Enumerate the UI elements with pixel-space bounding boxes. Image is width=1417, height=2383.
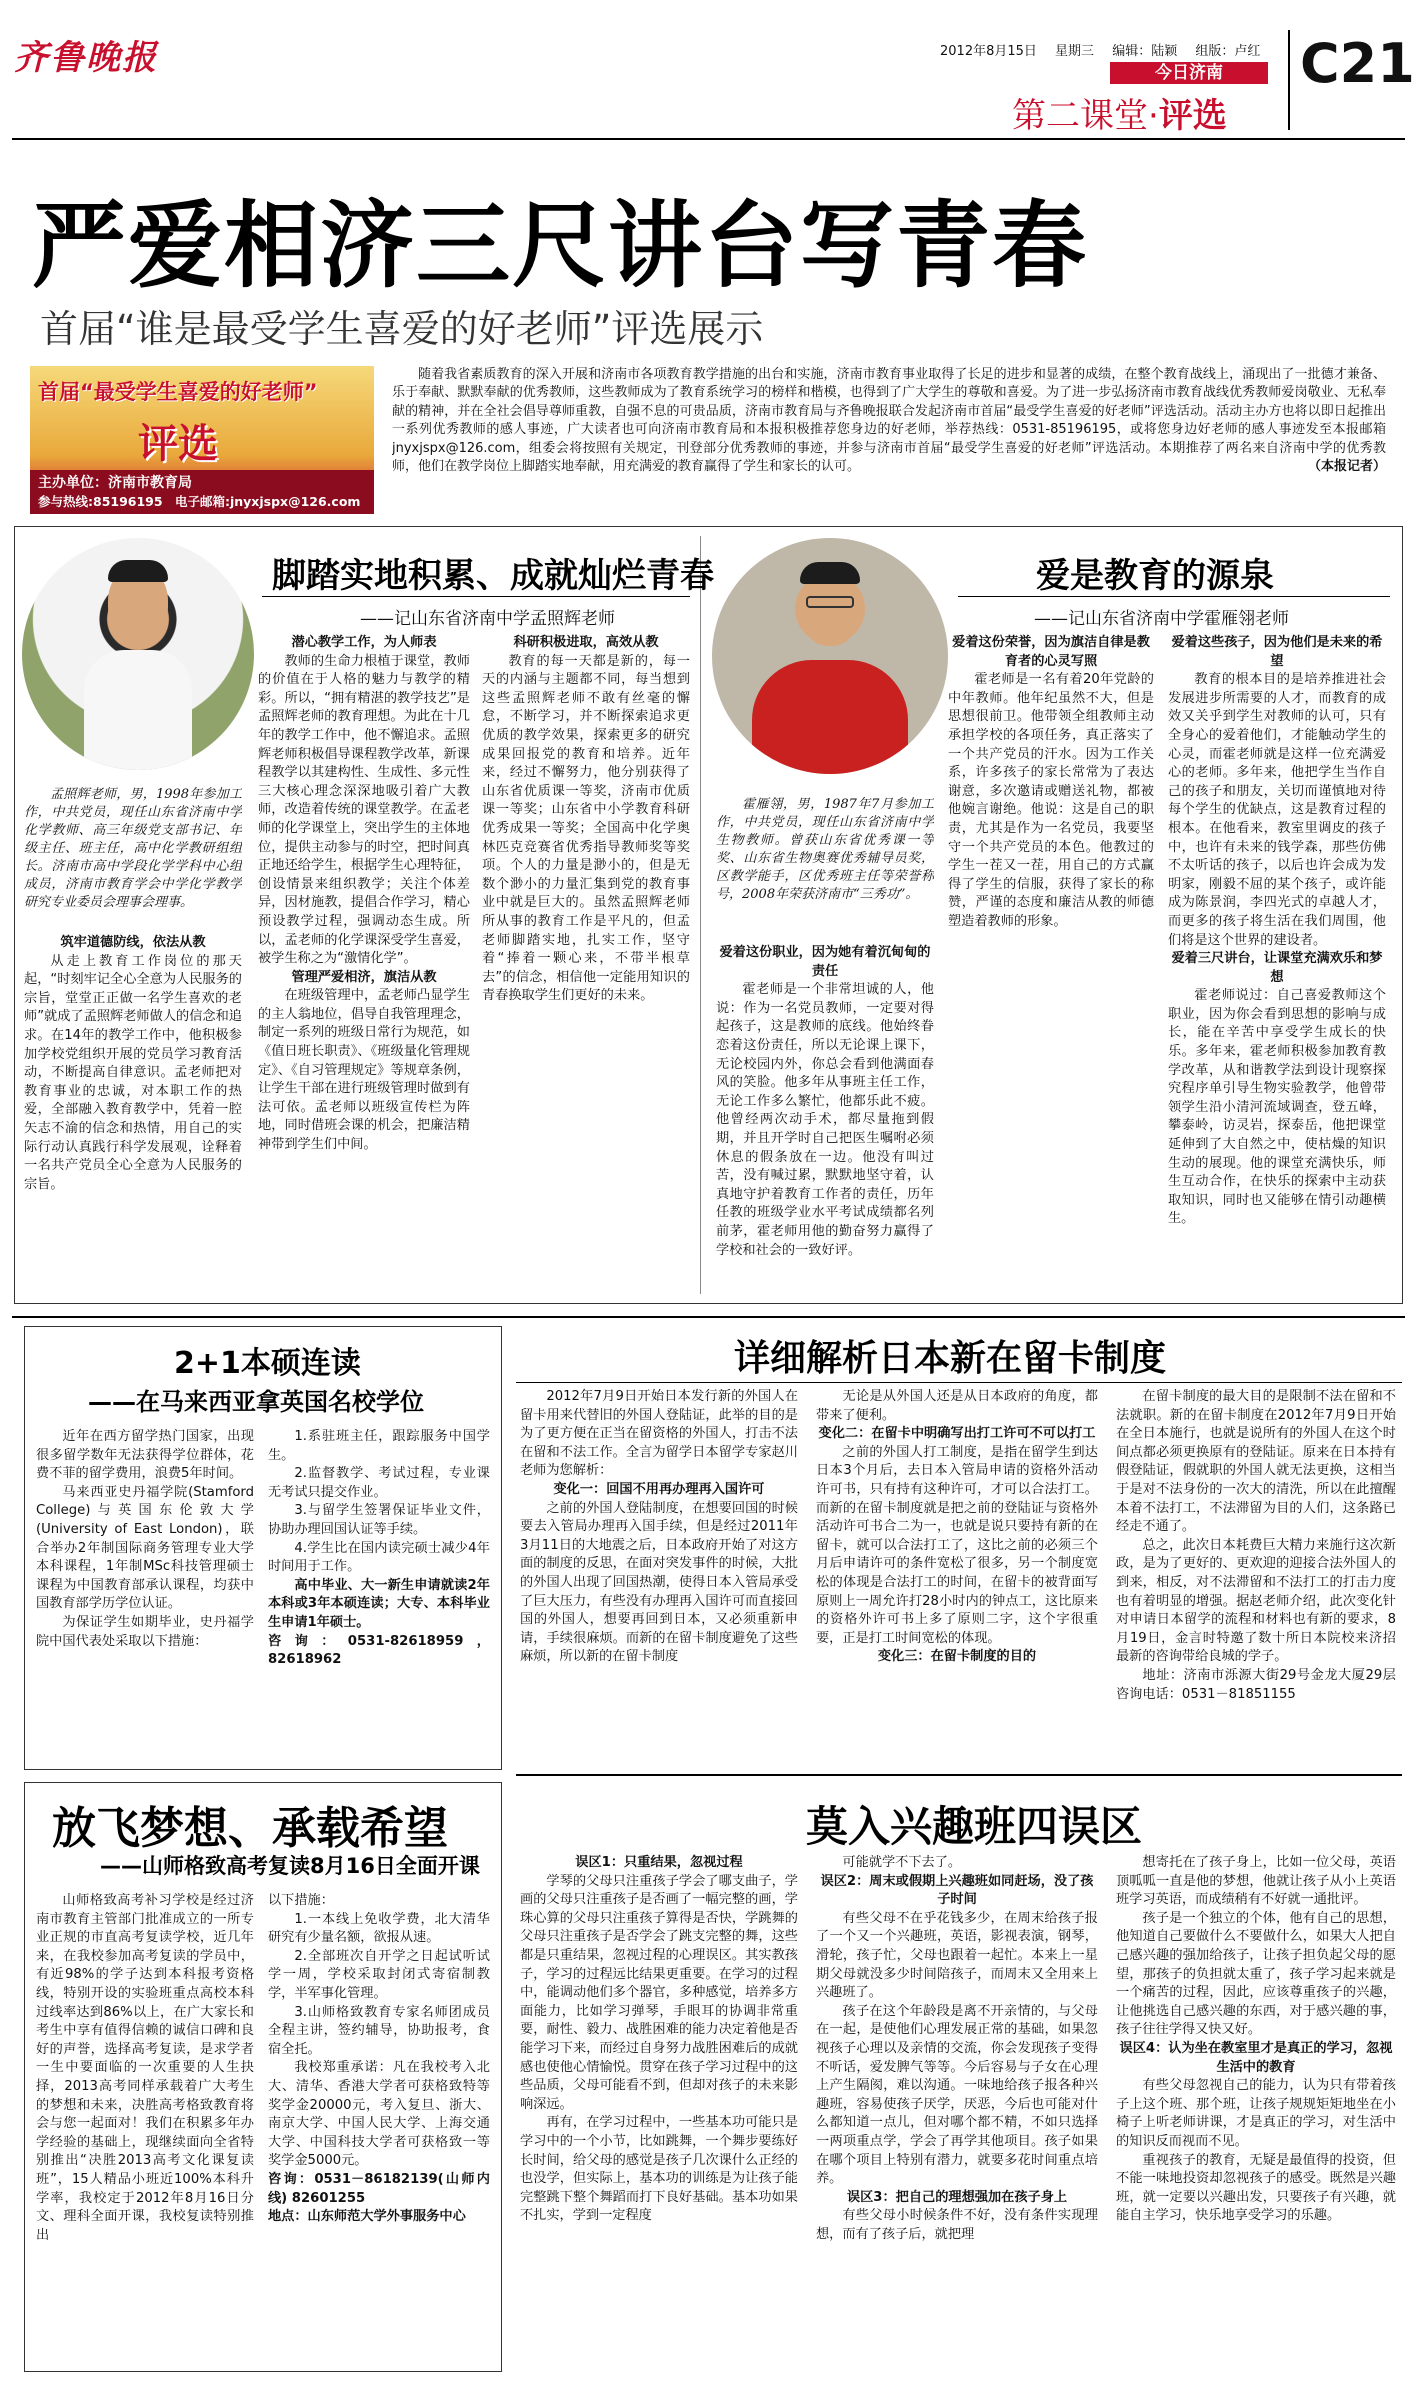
paragraph: 无论是从外国人还是从日本政府的角度，都带来了便利。 xyxy=(816,1389,1098,1423)
teacher2-headline: 爱是教育的源泉 xyxy=(1036,556,1274,596)
teacher2-headline-rule xyxy=(958,596,1390,597)
article2-col2 xyxy=(816,1854,1098,2374)
subheading: 变化三：在留卡制度的目的 xyxy=(877,1649,1037,1665)
paragraph: 教育的根本目的是培养推进社会发展进步所需要的人才，而教育的成效又关乎到学生对教师的认可，只有全身心的爱着他们，才能触动学生的心灵，而霍老师就是这样一位充满爱心的老师。多年来，他把学生当作自己的孩子和朋友，关切而谨慎地对待每个学生的优缺点，这是教育过程的根本。在他看来，教室里调皮的孩子中，也许有未来的钱学森，那些仿佛不太听话的孩子，以后也许会成为发明家，刚毅不屈的某个孩子，或许能成为陈景润，李四光式的卓越人才，而更多的孩子将生活在我们周围，他们将是这个世界的建设者。 xyxy=(1168,672,1386,948)
article2-col3 xyxy=(1116,1854,1396,2374)
ad1-subtitle: ——在马来西亚拿英国名校学位 xyxy=(88,1388,424,1416)
subheading: 误区4：认为坐在教室里才是真正的学习，忽视生活中的教育 xyxy=(1119,2040,1393,2075)
editor-credit: 编辑：陆颖 xyxy=(1112,44,1178,59)
article1-col2 xyxy=(816,1388,1098,1748)
section-badge: 今日济南 xyxy=(1110,62,1268,84)
teacher2-byline: ——记山东省济南中学霍雁翎老师 xyxy=(1034,609,1289,629)
teachers-divider xyxy=(700,536,701,1294)
ad2-title: 放飞梦想、承载希望 xyxy=(52,1803,448,1854)
paragraph: 从走上教育工作岗位的那天起，“时刻牢记全心全意为人民服务的宗旨，堂堂正正做一名学生喜欢的老师”就成了孟照辉老师做人的信念和追求。在14年的教学工作中，他积极参加学校党组织开展的党员学习教育活动，不断提高自律意识。孟老师把对教育事业的忠诚，对本职工作的热爱，全部融入教育教学中，凭着一腔矢志不渝的信念和热情，用自己的实际行动认真践行科学发展观，诠释着一名共产党员全心全意为人民服务的宗旨。 xyxy=(24,953,242,1192)
article1-title: 详细解析日本新在留卡制度 xyxy=(734,1338,1167,1379)
paragraph: 再有，在学习过程中，一些基本功可能只是学习中的一个小节，比如跳舞，一个舞步要练好长时间，给父母的感觉是孩子几次课什么正经的也没学，但实际上，基本功的训练是为让孩子能完整跳下整个舞蹈而打下良好基础。基本功如果不扎实，学到一定程度 xyxy=(520,2115,798,2224)
ad2-right-p3: 2.全部班次自开学之日起试听试学一周，学校采取封闭式寄宿制教学，半军事化管理。 xyxy=(268,1948,490,2001)
issue-date: 2012年8月15日 xyxy=(940,44,1037,59)
subheading: 爱着三尺讲台，让课堂充满欢乐和梦想 xyxy=(1171,951,1383,985)
teacher2-col1b xyxy=(948,634,1154,1294)
teacher1-photo xyxy=(22,538,254,770)
paragraph: 之前的外国人打工制度，是指在留学生到达日本3个月后，去日本入管局申请的资格外活动许可书，只有持有这种许可，才可以合法打工。而新的在留卡制度就是把之前的登陆证与资格外活动许可书合二为一，也就是说只要持有新的在留卡，就可以合法打工了，这比之前的必须三个月后申请许可的条件宽松了很多，另一个制度宽松的体现是合法打工的时间，在留卡的被背面写原则上一周允许打28小时内的钟点工，这比原来的资格外许可书上多了原则二字，这个字很重要，正是打工时间宽松的体现。 xyxy=(816,1444,1098,1646)
ad1-right-p1: 1.系驻班主任，跟踪服务中国学生。 xyxy=(268,1429,490,1463)
banner-email: 电子邮箱:jnyxjspx@126.com xyxy=(174,494,361,509)
subheading: 误区3：把自己的理想强加在孩子身上 xyxy=(846,2189,1068,2205)
paragraph: 学琴的父母只注重孩子学会了哪支曲子，学画的父母只注重孩子是否画了一幅完整的画，学珠心算的父母只注重孩子算得是否快，学跳舞的父母只注重孩子是否学会了跳支完整的舞，这些都是只重结果，忽视过程的心理误区。其实教孩子，学习的过程远比结果更重要。在学习的过程中，能调动他们多个器官，多种感觉，培养多方面能力，比如学习弹琴，手眼耳的协调非常重要，耐性、毅力、战胜困难的能力决定着他是否能学习下来，而经过自身努力战胜困难后的成就感也使他心情愉悦。贯穿在孩子学习过程中的这些品质，父母可能看不到，但却对孩子的未来影响深远。 xyxy=(520,1873,798,2112)
teacher2-col2 xyxy=(1168,634,1386,1294)
ad2-subtitle: ——山师格致高考复读8月16日全面开课 xyxy=(100,1854,480,1878)
banner-hotline: 参与热线:85196195 xyxy=(38,494,163,509)
subheading: 误区2：周末或假期上兴趣班如同赶场，没了孩子时间 xyxy=(820,1873,1094,1908)
teacher1-headline-rule xyxy=(262,596,690,597)
paragraph: 之前的外国人登陆制度，在想要回国的时候要去入管局办理再入国手续，但是经过2011年3月11日的大地震之后，日本政府开始了对这方面的制度的反思，在面对突发事件的时候，大批的外国人出现了回国热潮，使得日本入管局承受了巨大压力，有些没有办理再入国许可而直接回国的外国人，想要再回到日本，又必须重新申请，手续很麻烦。而新的在留卡制度避免了这些麻烦，所以新的在留卡制度 xyxy=(520,1500,798,1665)
ad1-left xyxy=(36,1428,254,1728)
paragraph: 霍老师说过：自己喜爱教师这个职业，因为你会看到思想的影响与成长，能在辛苦中享受学生成长的快乐。多年来，霍老师积极参加教育教学改革，从和谐教学法到设计现察探究程序单引导生物实验教学，他曾带领学生沿小清河流域调查，登五峰，攀泰岭，访灵岩，探泰岳，他把课堂延伸到了大自然之中，使枯燥的知识生动的展现。他的课堂充满快乐，师生互动合作，在快乐的探索中主动获取知识，同时也又能够在情引动趣横生。 xyxy=(1168,988,1386,1227)
intro-text: 随着我省素质教育的深入开展和济南市各项教育教学措施的出台和实施，济南市教育事业取得了长足的进步和显著的成绩，在整个教育战线上，涌现出了一批德才兼备、乐于奉献、默默奉献的优秀教师，这些教师成为了教育系统学习的榜样和楷模，也得到了广大学生的尊敬和喜爱。为了进一步弘扬济南市教育战线优秀教师爱岗敬业、无私奉献的精神，并在全社会倡导尊师重教，自强不息的可贵品质，济南市教育局与齐鲁晚报联合发起济南市首届“最受学生喜爱的好老师”评选活动。活动主办方也将以即日起推出一系列优秀教师的感人事迹，广大读者也可向济南市教育局和本报积极推荐您身边的好老师，举荐热线：0531-85196195，或将您身边好老师的感人事迹发至本报邮箱jnyxjspx@126.com，组委会将按照有关规定，刊登部分优秀教师的事迹，并参与济南市首届“最受学生喜爱的好老师”评选活动。本期推荐了两名来自济南中学的优秀教师，他们在教学岗位上脚踏实地奉献，用充满爱的教育赢得了学生和家长的认可。 xyxy=(392,367,1386,475)
ad2-right xyxy=(268,1892,490,2362)
ad2-right-p1: 以下措施： xyxy=(268,1893,334,1908)
paragraph: 霍老师是一名有着20年党龄的中年教师。他年纪虽然不大，但是思想很前卫。他带领全组教师主动承担学校的各项任务，真正落实了一个共产党员的汗水。因为工作关系，许多孩子的家长常常为了表达谢意，多次邀请或赠送礼物，都被他婉言谢绝。他说：这是自己的职责，尤其是作为一名党员，我要坚守一个共产党员的本色。他教过的学生一茬又一茬，用自己的方式赢得了学生的信服，获得了家长的称赞，严谨的态度和廉洁从教的师德塑造着教师的形象。 xyxy=(948,672,1154,929)
paragraph: 想寄托在了孩子身上，比如一位父母，英语顶呱呱一直是他的梦想，他就让孩子从小上英语班学习英语，而成绩稍有不好就一通批评。 xyxy=(1116,1855,1396,1908)
article1-col1 xyxy=(520,1388,798,1748)
campaign-banner xyxy=(30,366,374,514)
paragraph: 孩子是一个独立的个体，他有自己的思想，他知道自己要做什么不要做什么，如果大人把自己感兴趣的强加给孩子，让孩子担负起父母的愿望，那孩子的负担就太重了，孩子学习起来就是一个痛苦的过程，因此，应该尊重孩子的兴趣，让他挑选自己感兴趣的东西，对于感兴趣的事，孩子往往学得又快又好。 xyxy=(1116,1910,1396,2038)
article1-col3 xyxy=(1116,1388,1396,1758)
teacher1-headline: 脚踏实地积累、成就灿烂青春 xyxy=(272,556,714,596)
paragraph: 地址：济南市泺源大街29号金龙大厦29层 咨询电话：0531－81851155 xyxy=(1116,1667,1396,1702)
teacher2-col1a xyxy=(716,944,934,1294)
lower-rule xyxy=(12,1316,1405,1318)
article1-title-rule xyxy=(516,1382,1402,1383)
article2-col1 xyxy=(520,1854,798,2374)
subheading: 误区1：只重结果，忽视过程 xyxy=(575,1855,743,1870)
subheading: 科研积极进取，高效从教 xyxy=(513,635,659,650)
paragraph: 孩子在这个年龄段是离不开亲情的，与父母在一起，是使他们心理发展正常的基础，如果忽视孩子心理以及亲情的交流，你会发现孩子变得不听话，爱发脾气等等。今后容易与子女在心理上产生隔阂，难以沟通。一味地给孩子报各种兴趣班，容易使孩子厌学，厌恶，今后也可能对什么都知道一点儿，但对哪个都不精，不如只选择一两项重点学，学会了再学其他项目。孩子如果在哪个项目上特别有潜力，就要多花时间重点培养。 xyxy=(816,2003,1098,2187)
paragraph: 重视孩子的教育，无疑是最值得的投资，但不能一味地投资却忽视孩子的感受。既然是兴趣班，就一定要以兴趣出发，只要孩子有兴趣，就能自主学习，快乐地享受学习的乐趣。 xyxy=(1116,2152,1396,2224)
teacher1-col1 xyxy=(24,934,242,1294)
ad2-right-p2: 1.一本线上免收学费，北大清华研究有少量名额，欲报从速。 xyxy=(268,1911,490,1946)
teacher2-profile-text: 霍雁翎，男，1987年7月参加工作，中共党员，现任山东省济南中学生物教师。曾获山东省优秀课一等奖、山东省生物奥赛优秀辅导员奖，区教学能手，区优秀班主任等荣誉称号，2008年荣获济南市“三秀功”。 xyxy=(716,797,934,902)
ad1-right-p4: 4.学生比在国内读完硕士减少4年时间用于工作。 xyxy=(268,1540,490,1575)
ad2-left-p1: 山师格致高考补习学校是经过济南市教育主管部门批准成立的一所专业正规的市直高考复读学校，近几年来，在我校参加高考复读的学员中，有近98%的学子达到本科报考资格线，特别开设的实验班重点高校本科过线率达到86%以上，在广大家长和考生中享有值得信赖的诚信口碑和良好的声誉，选择高考复读，是求学者一生中要面临的一次重要的人生抉择，2013高考同样承载着广大考生的梦想和未来，决胜高考格致教育将会与您一起面对！我们在积累多年办学经验的基础上，现继续面向全省特别推出“决胜2013高考文化课复读班”，15人精品小班近100%本科升学率，我校定于2012年8月16日分文、理科全面开课，我校复读特别推出 xyxy=(36,1893,254,2243)
column-name xyxy=(1012,88,1227,137)
subheading: 潜心教学工作，为人师表 xyxy=(291,635,437,650)
paragraph: 在留卡制度的最大目的是限制不法在留和不法就职。新的在留卡制度在2012年7月9日开始在全日本施行，也就是说所有的外国人在这个时间点都必须更换原有的登陆证。原来在日本持有假登陆证，假就职的外国人就无法更换，这相当于是对不法身份的一次大的清洗，所以在此擅醒本着不法打工，不法滞留为目的人们，这条路已经走不通了。 xyxy=(1116,1389,1396,1535)
main-intro xyxy=(392,366,1386,516)
paragraph: 有些父母不在乎花钱多少，在周末给孩子报了一个又一个兴趣班，英语，影视表演，钢琴，滑轮，孩子忙，父母也跟着一起忙。本来上一星期父母就没多少时间陪孩子，而周末又全用来上兴趣班了。 xyxy=(816,1910,1098,2001)
ad1-title: 2+1本硕连读 xyxy=(174,1346,361,1381)
ad2-left xyxy=(36,1892,254,2362)
page-number-divider xyxy=(1288,30,1290,130)
column-tag: 评选 xyxy=(1158,96,1227,136)
subheading: 变化一：回国不用再办理再入国许可 xyxy=(553,1481,765,1497)
ad1-bold-note: 高中毕业、大一新生申请就读2年本科或3年本硕连读；大专、本科毕业生申请1年硕士。 xyxy=(268,1577,490,1630)
banner-line2: 评选 xyxy=(138,421,218,467)
teacher1-byline: ——记山东省济南中学孟照辉老师 xyxy=(360,609,615,629)
ad2-right-p5: 我校郑重承诺：凡在我校考入北大、清华、香港大学者可获格致特等奖学金20000元，考入复旦、浙大、南京大学、中国人民大学、上海交通大学、中国科技大学者可获格致一等奖学金5000元。 xyxy=(268,2060,490,2169)
intro-credit: （本报记者） xyxy=(1307,459,1386,475)
article2-top-rule xyxy=(516,1774,1402,1776)
article2-title: 莫入兴趣班四误区 xyxy=(806,1802,1143,1851)
masthead-rule xyxy=(12,138,1405,140)
paragraph: 2012年7月9日开始日本发行新的外国人在留卡用来代替旧的外国人登陆证，此举的目的是为了更方便在正当在留资格的外国人，打击不法在留和不法工作。全言为留学日本留学专家赵川老师为您解析： xyxy=(520,1389,798,1479)
subheading: 爱着这些孩子，因为他们是未来的希望 xyxy=(1171,635,1383,669)
subheading: 爱着这份职业，因为她有着沉甸甸的责任 xyxy=(719,945,931,979)
ad2-contact: 咨询：0531－86182139(山师内线) 82601255 xyxy=(268,2171,490,2206)
teacher1-col2 xyxy=(258,634,470,1294)
paragraph: 教师的生命力根植于课堂，教师的价值在于人格的魅力与教学的精彩。所以，“拥有精湛的教学技艺”是孟照辉老师的教育理想。为此在十几年的教学工作中，他不懈追求。孟照辉老师积极倡导课程教学改革，新课程教学以其建构性、生成性、多元性三大核心理念深深地吸引着广大教师，改造着传统的课堂教学。在孟老师的化学课堂上，突出学生的主体地位，提供主动参与的时空，把时间真正地还给学生，根据学生心理特征，创设情景来组织教学；关注个体差异，因材施教，提倡合作学习，精心预设教学过程，强调动态生成。所以，孟老师的化学课深受学生喜爱，被学生称之为“激情化学”。 xyxy=(258,653,470,967)
subheading: 爱着这份荣誉，因为旗洁自律是教育者的心灵写照 xyxy=(952,635,1150,669)
ad1-right xyxy=(268,1428,490,1748)
ad2-right-p4: 3.山师格致教育专家名师团成员全程主讲，签约辅导，协助报考，食宿全托。 xyxy=(268,2004,490,2057)
column-dot: · xyxy=(1148,96,1159,136)
issue-weekday: 星期三 xyxy=(1055,44,1095,59)
ad2-address: 地点：山东师范大学外事服务中心 xyxy=(268,2209,466,2225)
ad1-left-p1: 近年在西方留学热门国家，出现很多留学数年无法获得学位群体，花费不菲的留学费用，浪费5年时间。 xyxy=(36,1429,254,1482)
column-title: 第二课堂 xyxy=(1012,96,1148,136)
subheading: 管理严爱相济，旗洁从教 xyxy=(291,969,437,985)
paragraph: 可能就学不下去了。 xyxy=(842,1855,962,1870)
paragraph: 在班级管理中，孟老师凸显学生的主人翁地位，倡导自我管理理念，制定一系列的班级日常行为规范，如《值日班长职责》、《班级量化管理规定》、《自习管理规定》等规章条例，让学生干部在进行班级管理时做到有法可依。孟老师以班级宣传栏为阵地，同时借班会课的机会，把廉洁精神带到学生们中间。 xyxy=(258,988,470,1153)
ad1-right-p3: 3.与留学生签署保证毕业文件，协助办理回国认证等手续。 xyxy=(268,1503,490,1537)
ad1-contact: 咨询：0531-82618959，82618962 xyxy=(268,1633,490,1668)
subheading: 筑牢道德防线，依法从教 xyxy=(60,935,206,950)
paragraph: 教育的每一天都是新的，每一天的内涵与主题都不同，每当想到这些孟照辉老师不敢有丝毫的懈怠，不断学习，并不断探索追求更优质的教学效果，探索更多的研究成果回报党的教育和培养。近年来，经过不懈努力，他分别获得了山东省优质课一等奖，济南市优质课一等奖；山东省中小学教育科研优秀成果一等奖；全国高中化学奥林匹克竞赛省优秀指导教师奖等奖项。个人的力量是渺小的，但是无数个渺小的力量汇集到党的教育事业中就是巨大的。虽然孟照辉老师所从事的教育工作是平凡的，但孟老师脚踏实地，扎实工作，坚守着“捧着一颗心来，不带半根草去”的信念，相信他一定能用知识的青春换取学生们更好的未来。 xyxy=(482,653,690,1004)
newspaper-logo: 齐鲁晚报 xyxy=(14,38,158,78)
paragraph: 总之，此次日本耗费巨大精力来施行这次新政，是为了更好的、更欢迎的迎接合法外国人的到来，相反，对不法滞留和不法打工的打击力度也有着明显的增强。据赵老师介绍，此次变化针对申请日本留学的流程和材料也有新的要求，8月19日，金言时特邀了数十所日本院校来济招最新的咨询带给良城的学子。 xyxy=(1116,1537,1396,1665)
teacher2-photo xyxy=(712,538,948,774)
banner-host: 主办单位：济南市教育局 xyxy=(38,475,192,491)
ad1-left-p3: 为保证学生如期毕业，史丹福学院中国代表处采取以下措施： xyxy=(36,1614,254,1649)
layout-credit: 组版：卢红 xyxy=(1195,44,1261,59)
paragraph: 霍老师是一个非常坦诚的人，他说：作为一名党员教师，一定要对得起孩子，这是教师的底线。他始终眷恋着这份责任，所以无论课上课下，无论校园内外，你总会看到他满面春风的笑脸。他多年从事班主任工作，无论工作多么繁忙，他都乐此不疲。他曾经两次动手术，都尽量拖到假期，并且开学时自己把医生嘱咐必须休息的假条放在一边。他没有叫过苦，没有喊过累，默默地坚守着，认真地守护着教育工作者的责任，历年任教的班级学业水平考试成绩都名列前茅，霍老师用他的勤奋努力赢得了学校和社会的一致好评。 xyxy=(716,982,934,1258)
teacher1-profile xyxy=(24,786,242,930)
main-headline: 严爱相济三尺讲台写青春 xyxy=(32,192,1089,301)
ad1-right-p2: 2.监督教学、考试过程，专业课无考试只提交作业。 xyxy=(268,1466,490,1500)
ad1-left-p2: 马来西亚史丹福学院(Stamford College)与英国东伦敦大学(University of East London)，联合举办2年制国际商务管理专业大学本科课程，1年制MSc科技管理硕士课程为中国教育部承认课程，均获中国教育部学历学位认证。 xyxy=(36,1484,254,1612)
teacher1-profile-text: 孟照辉老师，男，1998年参加工作，中共党员，现任山东省济南中学化学教师、高三年级党支部书记、年级主任、班主任，高中化学教研组组长。济南市高中学段化学学科中心组成员，济南市教育学会中学化学教学研究专业委员会理事会理事。 xyxy=(24,787,242,910)
teacher1-col3 xyxy=(482,634,690,1294)
subheading: 变化二：在留卡中明确写出打工许可不可以打工 xyxy=(818,1426,1096,1442)
paragraph: 有些父母小时候条件不好，没有条件实现理想，而有了孩子后，就把理 xyxy=(816,2208,1098,2242)
banner-line1: 首届“最受学生喜爱的好老师” xyxy=(38,380,318,404)
main-subtitle: 首届“谁是最受学生喜爱的好老师”评选展示 xyxy=(40,307,764,351)
header-meta xyxy=(940,40,1260,59)
page-number: C21 xyxy=(1300,32,1415,95)
teacher2-profile xyxy=(716,796,934,940)
paragraph: 有些父母忽视自己的能力，认为只有带着孩子上这个班、那个班，让孩子规规矩矩地坐在小椅子上听老师讲课，才是真正的学习，对生活中的知识反而视而不见。 xyxy=(1116,2078,1396,2149)
